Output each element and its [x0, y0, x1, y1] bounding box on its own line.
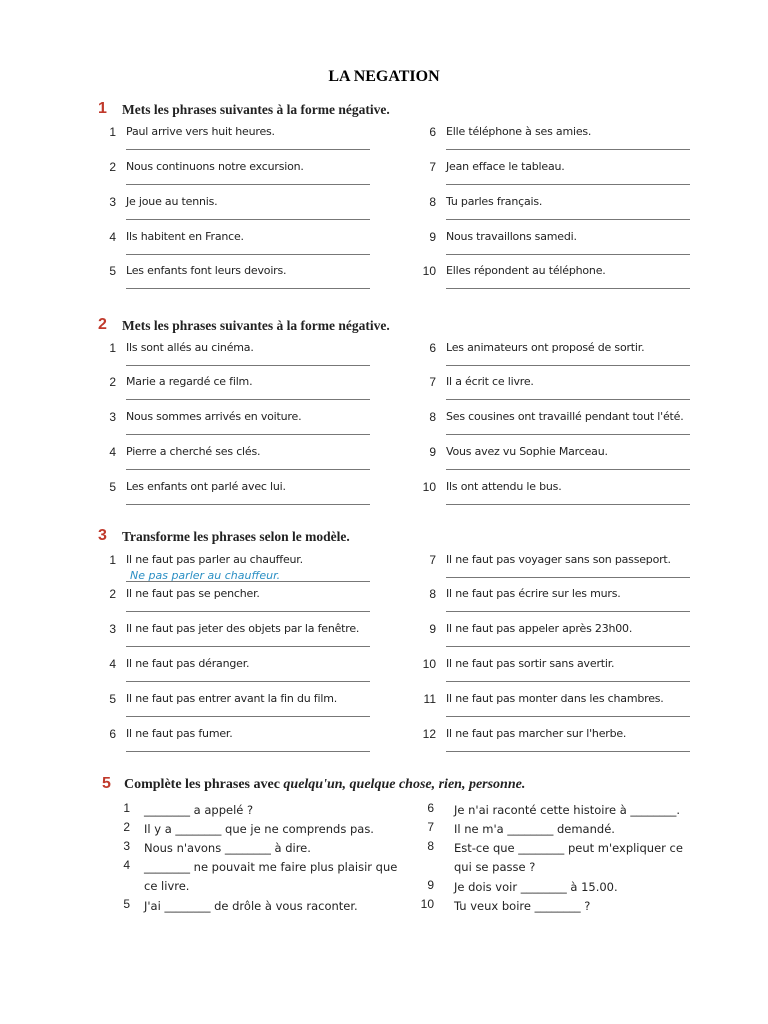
answer-line[interactable]	[446, 504, 690, 505]
exercise-instruction: Complète les phrases avec quelqu'un, quelque chose, rien, personne.	[124, 777, 526, 792]
answer-line[interactable]	[446, 184, 690, 185]
exercise-instruction: Mets les phrases suivantes à la forme négative.	[122, 318, 390, 333]
answer-line[interactable]	[446, 681, 690, 682]
exercise-1-header	[92, 100, 696, 122]
answer-line[interactable]	[446, 149, 690, 150]
exercise-2: 2 Mets les phrases suivantes à la forme négative. 1 Ils sont allés au cinéma. 2 Marie a regardé ce film. 3 Nous sommes arrivés en voiture. 4 Pierre a cherché ses clés. 5 Les enfants ont parlé avec lui. 6 Les animateurs ont proposé de sortir. 7 Il a écrit ce livre. 8 Ses cousines ont travaillé pendant tout l'été. 9 Vous avez vu Sophie Marceau. 10 Ils ont attendu le bus.	[92, 316, 696, 516]
answer-line[interactable]	[126, 681, 370, 682]
answer-line[interactable]	[126, 184, 370, 185]
exercise-instruction: Transforme les phrases selon le modèle.	[122, 529, 350, 544]
exercise-number: 2	[98, 316, 107, 333]
exercise-3-header	[92, 527, 696, 549]
answer-line[interactable]	[126, 751, 370, 752]
answer-line[interactable]	[126, 716, 370, 717]
answer-line[interactable]	[446, 716, 690, 717]
answer-line[interactable]	[126, 646, 370, 647]
answer-line[interactable]	[446, 399, 690, 400]
answer-line[interactable]	[126, 581, 370, 582]
exercise-3: 3 Transforme les phrases selon le modèle. 1 Il ne faut pas parler au chauffeur. Ne pas parler au chauffeur. 2 Il ne faut pas se pencher. 3 Il ne faut pas jeter des objets par la fenêtre. 4 Il ne faut pas déranger. 5 Il ne faut pas entrer avant la fin du film. 6 Il ne faut pas fumer. 7 Il ne faut pas voyager sans son passeport. 8 Il ne faut pas écrire sur les murs. 9 Il ne faut pas appeler après 23h00. 10 Il ne faut pas sortir sans avertir. 11 Il ne faut pas monter dans les chambres. 12 Il ne faut pas marcher sur l'herbe.	[92, 527, 696, 762]
answer-line[interactable]	[126, 611, 370, 612]
answer-line[interactable]	[446, 469, 690, 470]
answer-line[interactable]	[126, 504, 370, 505]
exercise-1: 1 Mets les phrases suivantes à la forme négative. 1 Paul arrive vers huit heures. 2 Nous continuons notre excursion. 3 Je joue au tennis. 4 Ils habitent en France. 5 Les enfants font leurs devoirs. 6 Elle téléphone à ses amies. 7 Jean efface le tableau. 8 Tu parles français. 9 Nous travaillons samedi. 10 Elles répondent au téléphone.	[92, 100, 696, 300]
exercise-number: 3	[98, 527, 107, 544]
answer-line[interactable]	[446, 646, 690, 647]
exercise-number: 1	[98, 100, 107, 117]
exercise-5-header	[92, 775, 696, 797]
page-title: LA NEGATION	[328, 68, 440, 85]
answer-line[interactable]	[446, 219, 690, 220]
exercise-2-header	[92, 316, 696, 338]
answer-line[interactable]	[126, 254, 370, 255]
answer-line[interactable]	[126, 434, 370, 435]
answer-line[interactable]	[446, 577, 690, 578]
answer-line[interactable]	[126, 469, 370, 470]
answer-line[interactable]	[446, 254, 690, 255]
answer-line[interactable]	[446, 288, 690, 289]
answer-line[interactable]	[446, 434, 690, 435]
answer-line[interactable]	[446, 611, 690, 612]
example-answer: Ne pas parler au chauffeur.	[130, 569, 281, 582]
answer-line[interactable]	[126, 365, 370, 366]
target-words: quelqu'un, quelque chose, rien, personne.	[283, 777, 526, 792]
answer-line[interactable]	[126, 399, 370, 400]
answer-line[interactable]	[446, 365, 690, 366]
exercise-5: 5 Complète les phrases avec quelqu'un, quelque chose, rien, personne. 1 ________ a appelé ? 2 Il y a ________ que je ne comprends pas. 3 Nous n'avons ________ à dire. 4 ________ ne pouvait me faire plus plaisir que ce livre. 5 J'ai ________ de drôle à vous raconter. 6 Je n'ai raconté cette histoire à ________. 7 Il ne m'a ________ demandé. 8 Est-ce que ________ peut m'expliquer ce qui se passe ? 9 Je dois voir ________ à 15.00. 10 Tu veux boire ________ ?	[92, 775, 696, 925]
answer-line[interactable]	[126, 219, 370, 220]
answer-line[interactable]	[126, 149, 370, 150]
exercise-number: 5	[102, 775, 111, 792]
answer-line[interactable]	[126, 288, 370, 289]
answer-line[interactable]	[446, 751, 690, 752]
exercise-instruction: Mets les phrases suivantes à la forme négative.	[122, 102, 390, 117]
